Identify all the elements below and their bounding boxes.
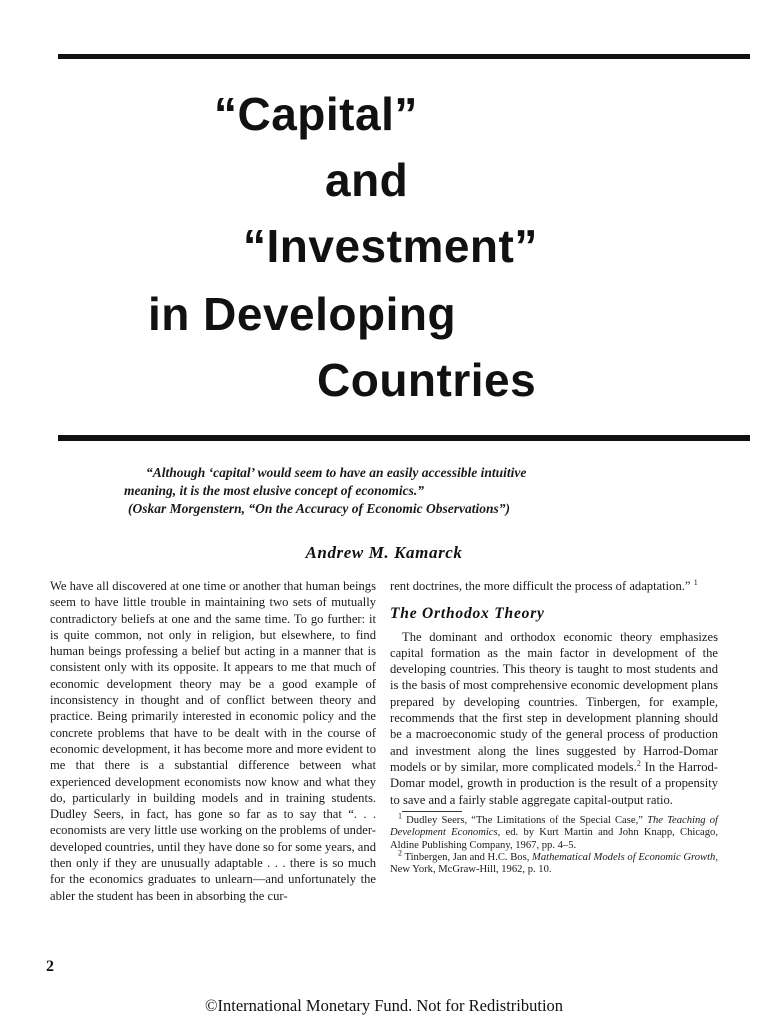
footnote-text: Tinbergen, Jan and H.C. Bos, [402,852,533,864]
body-paragraph [390,629,718,808]
title-line-in-developing: in Developing [148,288,457,340]
footnote [390,848,718,877]
copyright-notice: ©International Monetary Fund. Not for Redistribution [204,996,564,1015]
title-line-investment: “Investment” [243,220,538,272]
footnote-title: The Teaching of Development Economics, [390,814,718,839]
footnote-title: Mathematical Models of Economic Growth, [532,852,718,864]
footnote-ref: 1 [693,577,698,587]
right-column [390,578,718,877]
bottom-rule [58,435,750,441]
epigraph [124,464,724,518]
footnote-text: Dudley Seers, “The Limitations of the Special Case,” [402,814,648,826]
section-heading: The Orthodox Theory [390,605,545,623]
body-paragraph: We have all discovered at one time or another that human beings seem to have little trouble in maintaining two sets of mutually contradictory beliefs at one and the same time. To go further: it is quite common, not only in religion, but elsewhere, to find human beings professing a belief but acting in a manner that is consistent only with its opposite. It appears to me that much of economic development theory may be a good example of inconsistency in thought and of conflict between theory and practice. Being primarily interested in economic policy and the concrete problems that have to be dealt with in the course of economic development, it has become more and more evident to me that there is a substantial difference between what experienced development economists now know and what they do, particularly in building models and in training students. Dudley Seers, in fact, has gone so far as to say that “. . . economists are very little use working on the problems of under-developed countries, until they have done so for some years, and then only if they are unusually adaptable . . . there is so much for the economics graduates to unlearn—and unfortunately the abler the student has been in absorbing the cur- [50,579,376,903]
paragraph-text: The dominant and orthodox economic theory emphasizes capital formation as the main factor in development of the developing countries. This theory is taught to most students and is the basis of most comprehensive economic development plans prepared by developing countries. Tinbergen, for example, recommends that the first step in development planning should be a macroeconomic study of the general process of production and investment along the lines suggested by Harrod-Domar models or by similar, more complicated models. [390,629,718,774]
author-name: Andrew M. Kamarck [305,543,463,562]
title-line-capital: “Capital” [214,88,418,140]
footnote-ref: 2 [636,758,641,768]
footnote-mark: 2 [398,848,402,858]
epigraph-line: meaning, it is the most elusive concept of economics.” [124,483,424,498]
footnote [390,811,718,852]
title-line-and: and [325,154,409,206]
body-paragraph-continuation [390,578,718,594]
top-rule [58,54,750,59]
footnote-text: New York, McGraw-Hill, 1962, p. 10. [390,864,552,876]
epigraph-line: “Although ‘capital’ would seem to have an easily accessible intuitive [146,465,527,480]
footnote-separator [402,811,462,812]
epigraph-attribution: (Oskar Morgenstern, “On the Accuracy of Economic Observations”) [128,501,511,516]
paragraph-text: In the Harrod-Domar model, growth in production is the result of a propensity to save and a fairly stable aggregate capital-output ratio. [390,759,719,807]
page-number: 2 [46,958,54,975]
footnote-text: ed. by Kurt Martin and John Knapp, Chicago, Aldine Publishing Company, 1967, pp. 4–5. [390,827,718,851]
continuation-text: rent doctrines, the more difficult the process of adaptation.” [390,579,691,593]
left-column [50,578,376,904]
title-line-countries: Countries [317,354,537,406]
footnote-mark: 1 [398,811,402,821]
